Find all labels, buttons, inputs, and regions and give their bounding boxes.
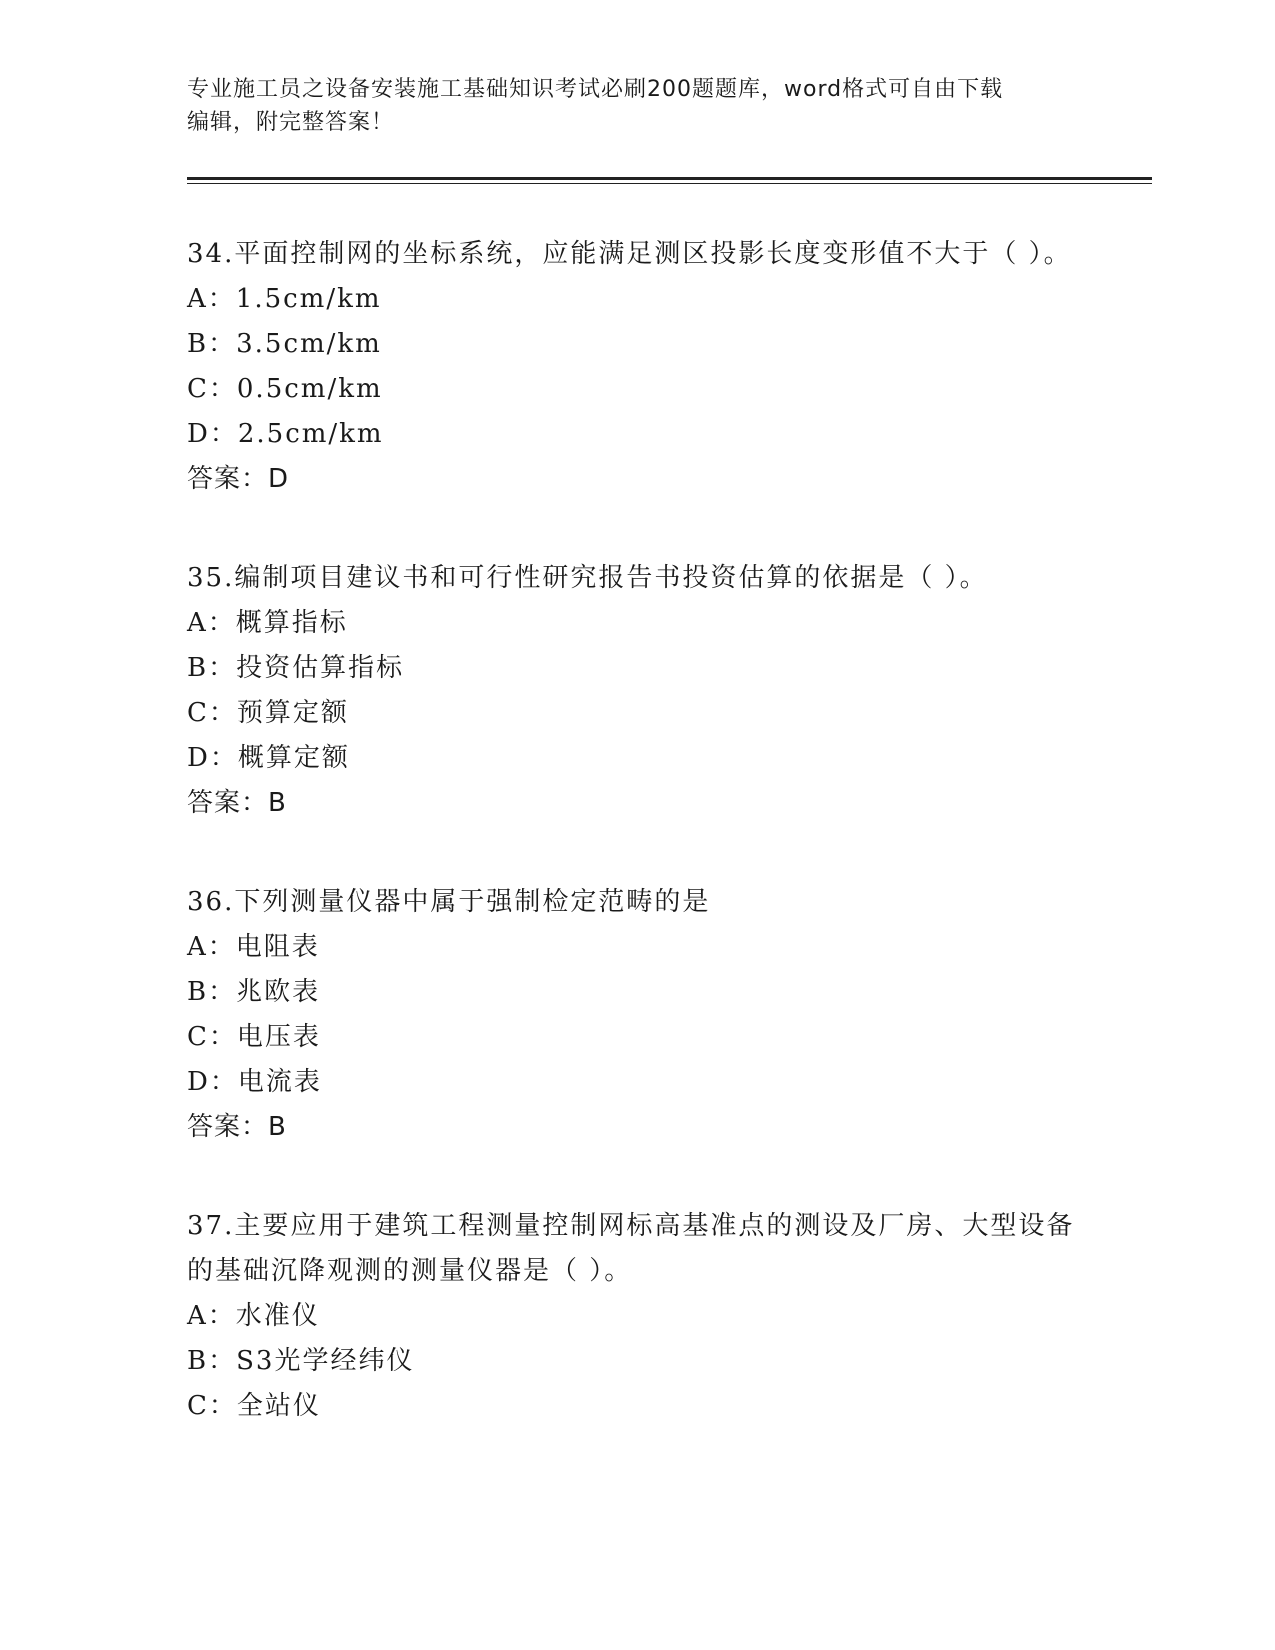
question-35: [187, 556, 1087, 826]
header-divider-thick: [187, 177, 1152, 180]
option-b: B：3.5cm/km: [187, 329, 382, 359]
option-b: B：兆欧表: [187, 977, 321, 1007]
option-d: D：2.5cm/km: [187, 419, 384, 449]
question-list: [187, 232, 1087, 1483]
question-stem: 37.主要应用于建筑工程测量控制网标高基准点的测设及厂房、大型设备的基础沉降观测的测量仪器是（ ）。: [187, 1211, 1075, 1286]
option-d: D：电流表: [187, 1067, 322, 1097]
option-a: A：概算指标: [187, 608, 348, 638]
question-stem: 35.编制项目建议书和可行性研究报告书投资估算的依据是（ ）。: [187, 563, 988, 593]
option-a: A：电阻表: [187, 932, 320, 962]
option-c: C：全站仪: [187, 1391, 321, 1421]
question-36: [187, 880, 1087, 1150]
document-header: 专业施工员之设备安装施工基础知识考试必刷200题题库，word格式可自由下载 编辑，附完整答案！: [187, 77, 1004, 135]
option-d: D：概算定额: [187, 743, 350, 773]
question-stem: 36.下列测量仪器中属于强制检定范畴的是: [187, 887, 711, 917]
answer: 答案：D: [187, 464, 290, 494]
question-stem: 34.平面控制网的坐标系统，应能满足测区投影长度变形值不大于（ ）。: [187, 239, 1072, 269]
option-b: B：S3光学经纬仪: [187, 1346, 415, 1376]
option-c: C：0.5cm/km: [187, 374, 383, 404]
question-34: [187, 232, 1087, 502]
answer: 答案：B: [187, 788, 287, 818]
option-c: C：预算定额: [187, 698, 349, 728]
answer: 答案：B: [187, 1112, 287, 1142]
option-a: A：水准仪: [187, 1301, 320, 1331]
option-b: B：投资估算指标: [187, 653, 405, 683]
option-c: C：电压表: [187, 1022, 321, 1052]
question-37: [187, 1204, 1087, 1429]
option-a: A：1.5cm/km: [187, 284, 382, 314]
header-divider-thin: [187, 183, 1152, 184]
